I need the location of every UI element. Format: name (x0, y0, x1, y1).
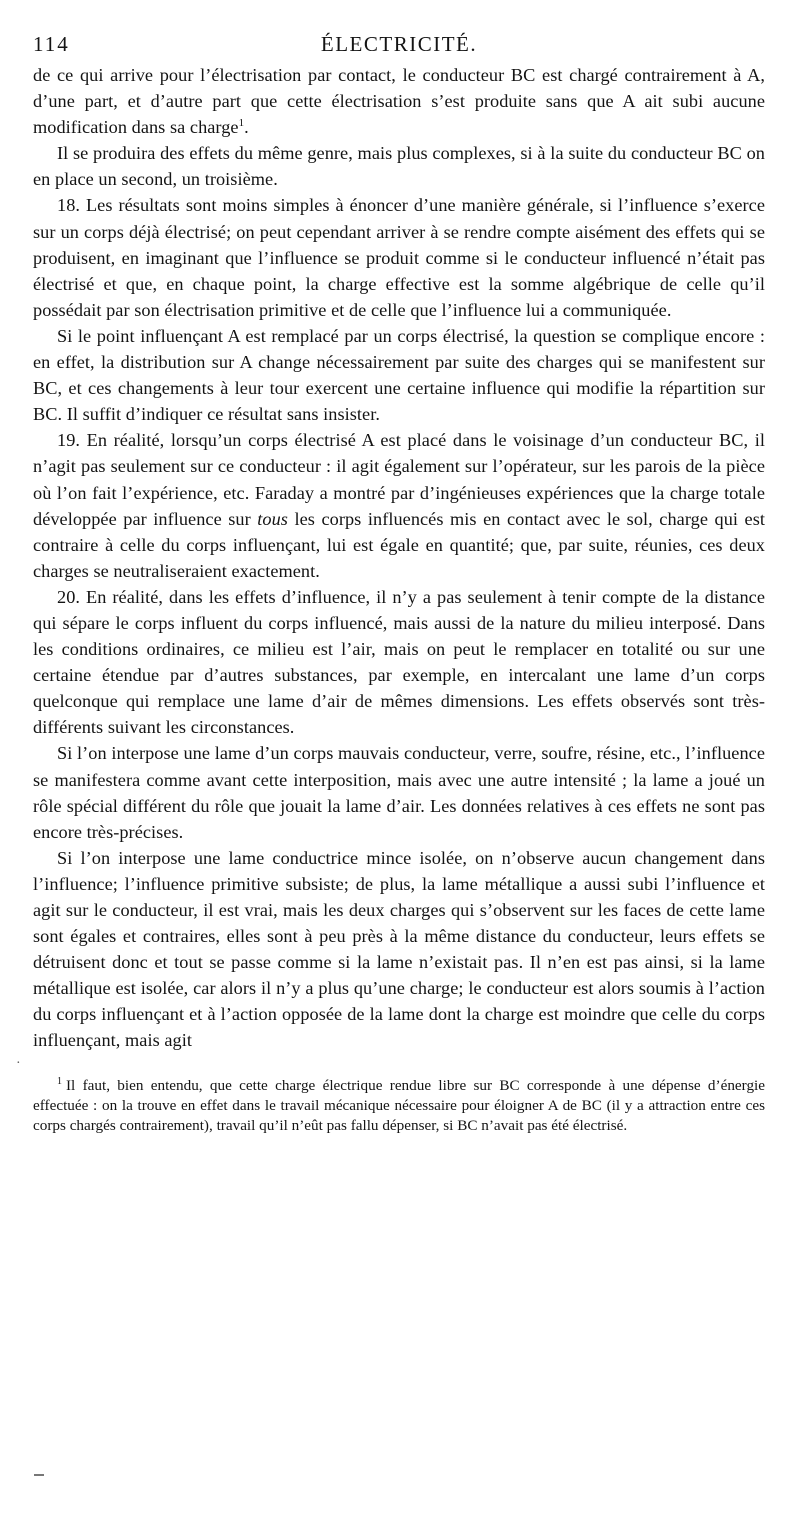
paragraph-section-18: 18. Les résultats sont moins simples à énoncer d’une manière générale, si l’influence s’exerce sur un corps déjà électrisé; on peut cependant arriver à se rendre compte aisément des effets qui se produisent, en imaginant que l’influence se produit comme si le conducteur influencé n’était pas électrisé et que, en chaque point, la charge effective est la somme algébrique de celle qu’il possédait par son électrisation primitive et de celle que l’influence lui a communiquée. (33, 195, 765, 320)
page-header (33, 28, 765, 62)
paragraph: Il se produira des effets du même genre, mais plus complexes, si à la suite du conducteur BC on en place un second, un troisième. (33, 143, 765, 190)
footnote-reference[interactable]: 1 (238, 117, 245, 130)
emphasis-word: tous (257, 508, 288, 529)
bottom-margin-mark (34, 1474, 44, 1476)
paragraph: Si le point influençant A est remplacé par un corps électrisé, la question se complique encore : en effet, la distribution sur A change nécessairement par suite des charges qui se manifestent sur BC, et ces changements à leur tour exercent une certaine influence qui modifie la répartition sur BC. Il suffit d’indiquer ce résultat sans insister. (33, 325, 765, 425)
footnotes (33, 1072, 765, 1137)
footnote-marker: 1 (57, 1075, 62, 1087)
footnote-text: Il faut, bien entendu, que cette charge électrique rendue libre sur BC corresponde à une dépense d’énergie effectuée : on la trouve en effet dans le travail mécanique nécessaire pour éloigner A de BC (il y a attraction entre ces corps chargés contrairement), travail qu’il n’eût pas fallu dépenser, si BC n’avait pas été électrisé. (33, 1076, 765, 1135)
paragraph-continuation: de ce qui arrive pour l’électrisation par contact, le conducteur BC est chargé contrairement à A, d’une part, et d’autre part que cette électrisation s’est produite sans que A ait subi aucune modification dans sa charge$^1$. (33, 65, 765, 138)
running-title: ÉLECTRICITÉ. (320, 32, 478, 56)
page-number: 114 (33, 32, 70, 56)
book-page (33, 28, 765, 1136)
paragraph: Si l’on interpose une lame d’un corps mauvais conducteur, verre, soufre, résine, etc., l’influence se manifestera comme avant cette interposition, mais avec une autre intensité ; la lame a joué un rôle spécial différent du rôle que jouait la lame d’air. Les données relatives à ces effets ne sont pas encore très-précises. (33, 743, 765, 842)
margin-mark: · (16, 1056, 21, 1071)
footnote (33, 1072, 765, 1137)
paragraph: Si l’on interpose une lame conductrice mince isolée, on n’observe aucun changement dans l’influence; l’influence primitive subsiste; de plus, la lame métallique a aussi subi l’influence et agit sur le conducteur, il est vrai, mais les deux charges qui s’observent sur les faces de cette lame sont égales et contraires, elles sont à peu près à la même distance du conducteur, leurs effets se détruisent donc et tout se passe comme si la lame n’existait pas. Il n’en est pas ainsi, si la lame métallique est isolée, car alors il n’y a plus qu’une charge; le conducteur est alors soumis à l’action du corps influençant et à l’action opposée de la lame dont la charge est moindre que celle du corps influençant, mais agit (33, 847, 765, 1051)
body-text (33, 62, 765, 1054)
paragraph-section-20: 20. En réalité, dans les effets d’influence, il n’y a pas seulement à tenir compte de la distance qui sépare le corps influent du corps influencé, mais aussi de la nature du milieu interposé. Dans les conditions ordinaires, ce milieu est l’air, mais on peut le remplacer en totalité ou sur une certaine étendue par d’autres substances, par exemple, en intercalant une lame d’un corps quelconque qui remplace une lame d’air de mêmes dimensions. Les effets observés sont très-différents suivant les circonstances. (33, 586, 765, 738)
paragraph-section-19: 19. En réalité, lorsqu’un corps électrisé A est placé dans le voisinage d’un conducteur BC, il n’agit pas seulement sur ce conducteur : il agit également sur l’opérateur, sur les parois de la pièce où l’on fait l’expérience, etc. Faraday a montré par d’ingénieuses expériences que la charge totale développée par influence sur tous les corps influencés mis en contact avec le sol, charge qui est contraire à celle du corps influençant, lui est égale en quantité; que, par suite, réunies, ces deux charges se neutraliseraient exactement. (33, 430, 766, 581)
